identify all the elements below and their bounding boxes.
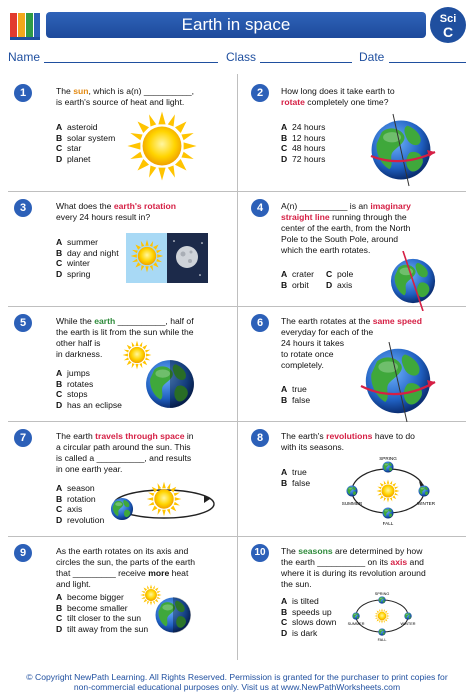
name-label: Name: [8, 50, 41, 64]
text-segment: and: [407, 557, 424, 567]
question-text: [56, 86, 194, 108]
fall-label: FALL: [382, 521, 394, 526]
text-segment: with its seasons.: [281, 442, 345, 452]
text-segment: have to do: [372, 431, 415, 441]
option-d[interactable]: D axis: [326, 279, 353, 290]
option-b[interactable]: B become smaller: [56, 602, 128, 613]
question-number: 2: [251, 84, 269, 102]
newpath-logo-icon: [8, 9, 42, 41]
text-segment: circles the sun, the parts of the earth: [56, 557, 196, 567]
row-divider: [8, 536, 466, 537]
text-segment: The earth rotates at the: [281, 316, 373, 326]
keyword: seasons: [298, 546, 333, 556]
option-b[interactable]: B day and night: [56, 247, 119, 258]
question-text: [56, 431, 194, 475]
text-segment: that _________ receive: [56, 568, 149, 578]
copyright-footer: [0, 672, 474, 692]
half-lit-earth-icon: [140, 354, 200, 414]
keyword: imaginary: [370, 201, 411, 211]
text-segment: the sun.: [281, 579, 312, 589]
question-text: [56, 201, 176, 223]
question-number: 1: [14, 84, 32, 102]
question-number: 8: [251, 429, 269, 447]
option-b[interactable]: B speeds up: [281, 606, 332, 617]
keyword: travels through space: [95, 431, 185, 441]
option-d[interactable]: D revolution: [56, 514, 105, 525]
option-d[interactable]: D 72 hours: [281, 153, 326, 164]
answer-options: [56, 368, 122, 410]
permission-line: non-commercial educational purposes only. Visit us at www.NewPathWorksheets.com: [73, 682, 401, 692]
worksheet-header: [8, 7, 466, 45]
text-segment: in one earth year.: [56, 464, 123, 474]
text-segment: is earth's source of heat and light.: [56, 97, 185, 107]
answer-options: [281, 384, 310, 405]
option-d[interactable]: D spring: [56, 268, 91, 279]
date-line[interactable]: [389, 62, 466, 63]
option-c[interactable]: C 48 hours: [281, 143, 326, 154]
tilted-earth-icon: [152, 594, 194, 636]
option-c[interactable]: C stops: [56, 389, 88, 400]
question-text: [281, 86, 395, 108]
text-segment: to rotate once: [281, 349, 334, 359]
text-segment: a circular path around the sun. This: [56, 442, 191, 452]
class-label: Class: [226, 50, 257, 64]
text-segment: is called a __________, and results: [56, 453, 192, 463]
keyword: earth's rotation: [113, 201, 177, 211]
question-text: [56, 546, 195, 590]
earth-axis-icon: [383, 251, 443, 311]
text-segment: in: [184, 431, 194, 441]
text-segment: center of the earth, from the North: [281, 223, 411, 233]
keyword: same speed: [372, 316, 422, 326]
question-number: 9: [14, 544, 32, 562]
option-b[interactable]: B solar system: [56, 132, 116, 143]
option-a[interactable]: A true: [281, 384, 307, 394]
keyword: earth: [94, 316, 116, 326]
text-segment: other half is: [56, 338, 101, 348]
text-segment: While the: [56, 316, 95, 326]
option-b[interactable]: B false: [281, 394, 311, 405]
row-divider: [8, 191, 466, 192]
answer-options: [56, 483, 104, 525]
name-line[interactable]: [44, 62, 218, 63]
name-class-date-bar: [8, 50, 466, 66]
keyword: rotate: [281, 97, 305, 107]
answer-options: [281, 122, 325, 164]
text-segment: running through the: [329, 212, 407, 222]
text-segment: where it is during its revolution around: [281, 568, 426, 578]
text-segment: in darkness.: [56, 349, 103, 359]
winter-label: WINTER: [400, 622, 416, 626]
option-c[interactable]: C winter: [56, 258, 90, 269]
option-b[interactable]: B false: [281, 477, 311, 488]
question-text: [281, 431, 415, 453]
option-d[interactable]: D has an eclipse: [56, 399, 122, 410]
question-text: [281, 546, 426, 590]
option-d[interactable]: D tilt away from the sun: [56, 623, 149, 634]
rotating-earth-icon: [357, 342, 439, 422]
summer-label: SUMMER: [347, 622, 365, 626]
sun-icon: [126, 110, 198, 182]
summer-label: SUMMER: [341, 501, 363, 506]
keyword: revolutions: [326, 431, 373, 441]
text-segment: everyday for each of the: [281, 327, 374, 337]
text-segment: The earth's: [281, 431, 327, 441]
text-segment: The: [281, 546, 299, 556]
option-a[interactable]: A jumps: [56, 368, 90, 378]
badge-subject: Sci: [439, 13, 457, 25]
option-c[interactable]: C star: [56, 143, 82, 154]
text-segment: __________, half of: [115, 316, 194, 326]
answer-options: [281, 269, 371, 290]
text-segment: the earth is lit from the sun while the: [56, 327, 194, 337]
earth-orbit-icon: [106, 477, 218, 527]
text-segment: every 24 hours result in?: [56, 212, 151, 222]
answer-options: [281, 596, 336, 638]
keyword: more: [148, 568, 170, 578]
answer-options: [56, 592, 148, 634]
question-number: 5: [14, 314, 32, 332]
answer-options: [56, 122, 115, 164]
option-c[interactable]: C tilt closer to the sun: [56, 613, 142, 624]
winter-label: WINTER: [416, 501, 436, 506]
copyright-line: © Copyright NewPath Learning. All Rights Reserved. Permission is granted for the purchaser to print copies for: [26, 672, 448, 682]
option-c[interactable]: C axis: [56, 504, 83, 515]
question-number: 4: [251, 199, 269, 217]
text-segment: The: [56, 86, 74, 96]
text-segment: the earth __________ on its: [281, 557, 391, 567]
option-b[interactable]: B rotates: [56, 378, 94, 389]
option-b[interactable]: B rotation: [56, 493, 96, 504]
text-segment: , which is a(n) __________,: [88, 86, 195, 96]
text-segment: completely.: [281, 360, 324, 370]
option-c[interactable]: C slows down: [281, 617, 337, 628]
option-a[interactable]: A 24 hours: [281, 122, 326, 132]
text-segment: are determined by how: [332, 546, 423, 556]
keyword: straight line: [281, 212, 330, 222]
text-segment: A(n) __________ is an: [281, 201, 371, 211]
option-d[interactable]: D planet: [56, 153, 91, 164]
option-a[interactable]: A become bigger: [56, 592, 124, 602]
answer-options: [281, 467, 310, 488]
subject-badge: [430, 7, 466, 43]
option-c[interactable]: C pole: [326, 269, 354, 279]
text-segment: Pole to the South Pole, around: [281, 234, 399, 244]
text-segment: The earth: [56, 431, 96, 441]
page-title: Earth in space: [46, 12, 426, 38]
text-segment: which the earth rotates.: [281, 245, 371, 255]
text-segment: completely one time?: [304, 97, 389, 107]
class-line[interactable]: [260, 62, 352, 63]
option-a[interactable]: A crater: [281, 269, 314, 279]
option-a[interactable]: A summer: [56, 237, 99, 247]
option-d[interactable]: D is dark: [281, 627, 318, 638]
fall-label: FALL: [377, 638, 387, 642]
keyword: axis: [390, 557, 408, 567]
spring-label: SPRING: [374, 592, 390, 596]
question-number: 6: [251, 314, 269, 332]
question-text: [281, 201, 411, 256]
badge-level: C: [442, 24, 454, 40]
option-b[interactable]: B orbit: [281, 279, 309, 290]
question-number: 7: [14, 429, 32, 447]
question-number: 3: [14, 199, 32, 217]
text-segment: As the earth rotates on its axis and: [56, 546, 189, 556]
spring-label: SPRING: [379, 456, 397, 461]
keyword: sun: [73, 86, 89, 96]
rotating-earth-icon: [363, 112, 439, 188]
seasons-orbit-icon: [347, 590, 417, 642]
answer-options: [56, 237, 119, 279]
text-segment: and light.: [56, 579, 91, 589]
option-a[interactable]: A is tilted: [281, 596, 319, 606]
option-a[interactable]: A season: [56, 483, 95, 493]
option-a[interactable]: A true: [281, 467, 307, 477]
seasons-orbit-icon: [333, 455, 443, 527]
question-number: 10: [251, 544, 269, 562]
text-segment: What does the: [56, 201, 114, 211]
option-b[interactable]: B 12 hours: [281, 132, 326, 143]
column-divider: [237, 74, 238, 660]
text-segment: How long does it take earth to: [281, 86, 395, 96]
text-segment: heat: [169, 568, 189, 578]
text-segment: 24 hours it takes: [281, 338, 345, 348]
option-a[interactable]: A asteroid: [56, 122, 98, 132]
day-night-icon: [126, 233, 208, 283]
date-label: Date: [359, 50, 385, 64]
